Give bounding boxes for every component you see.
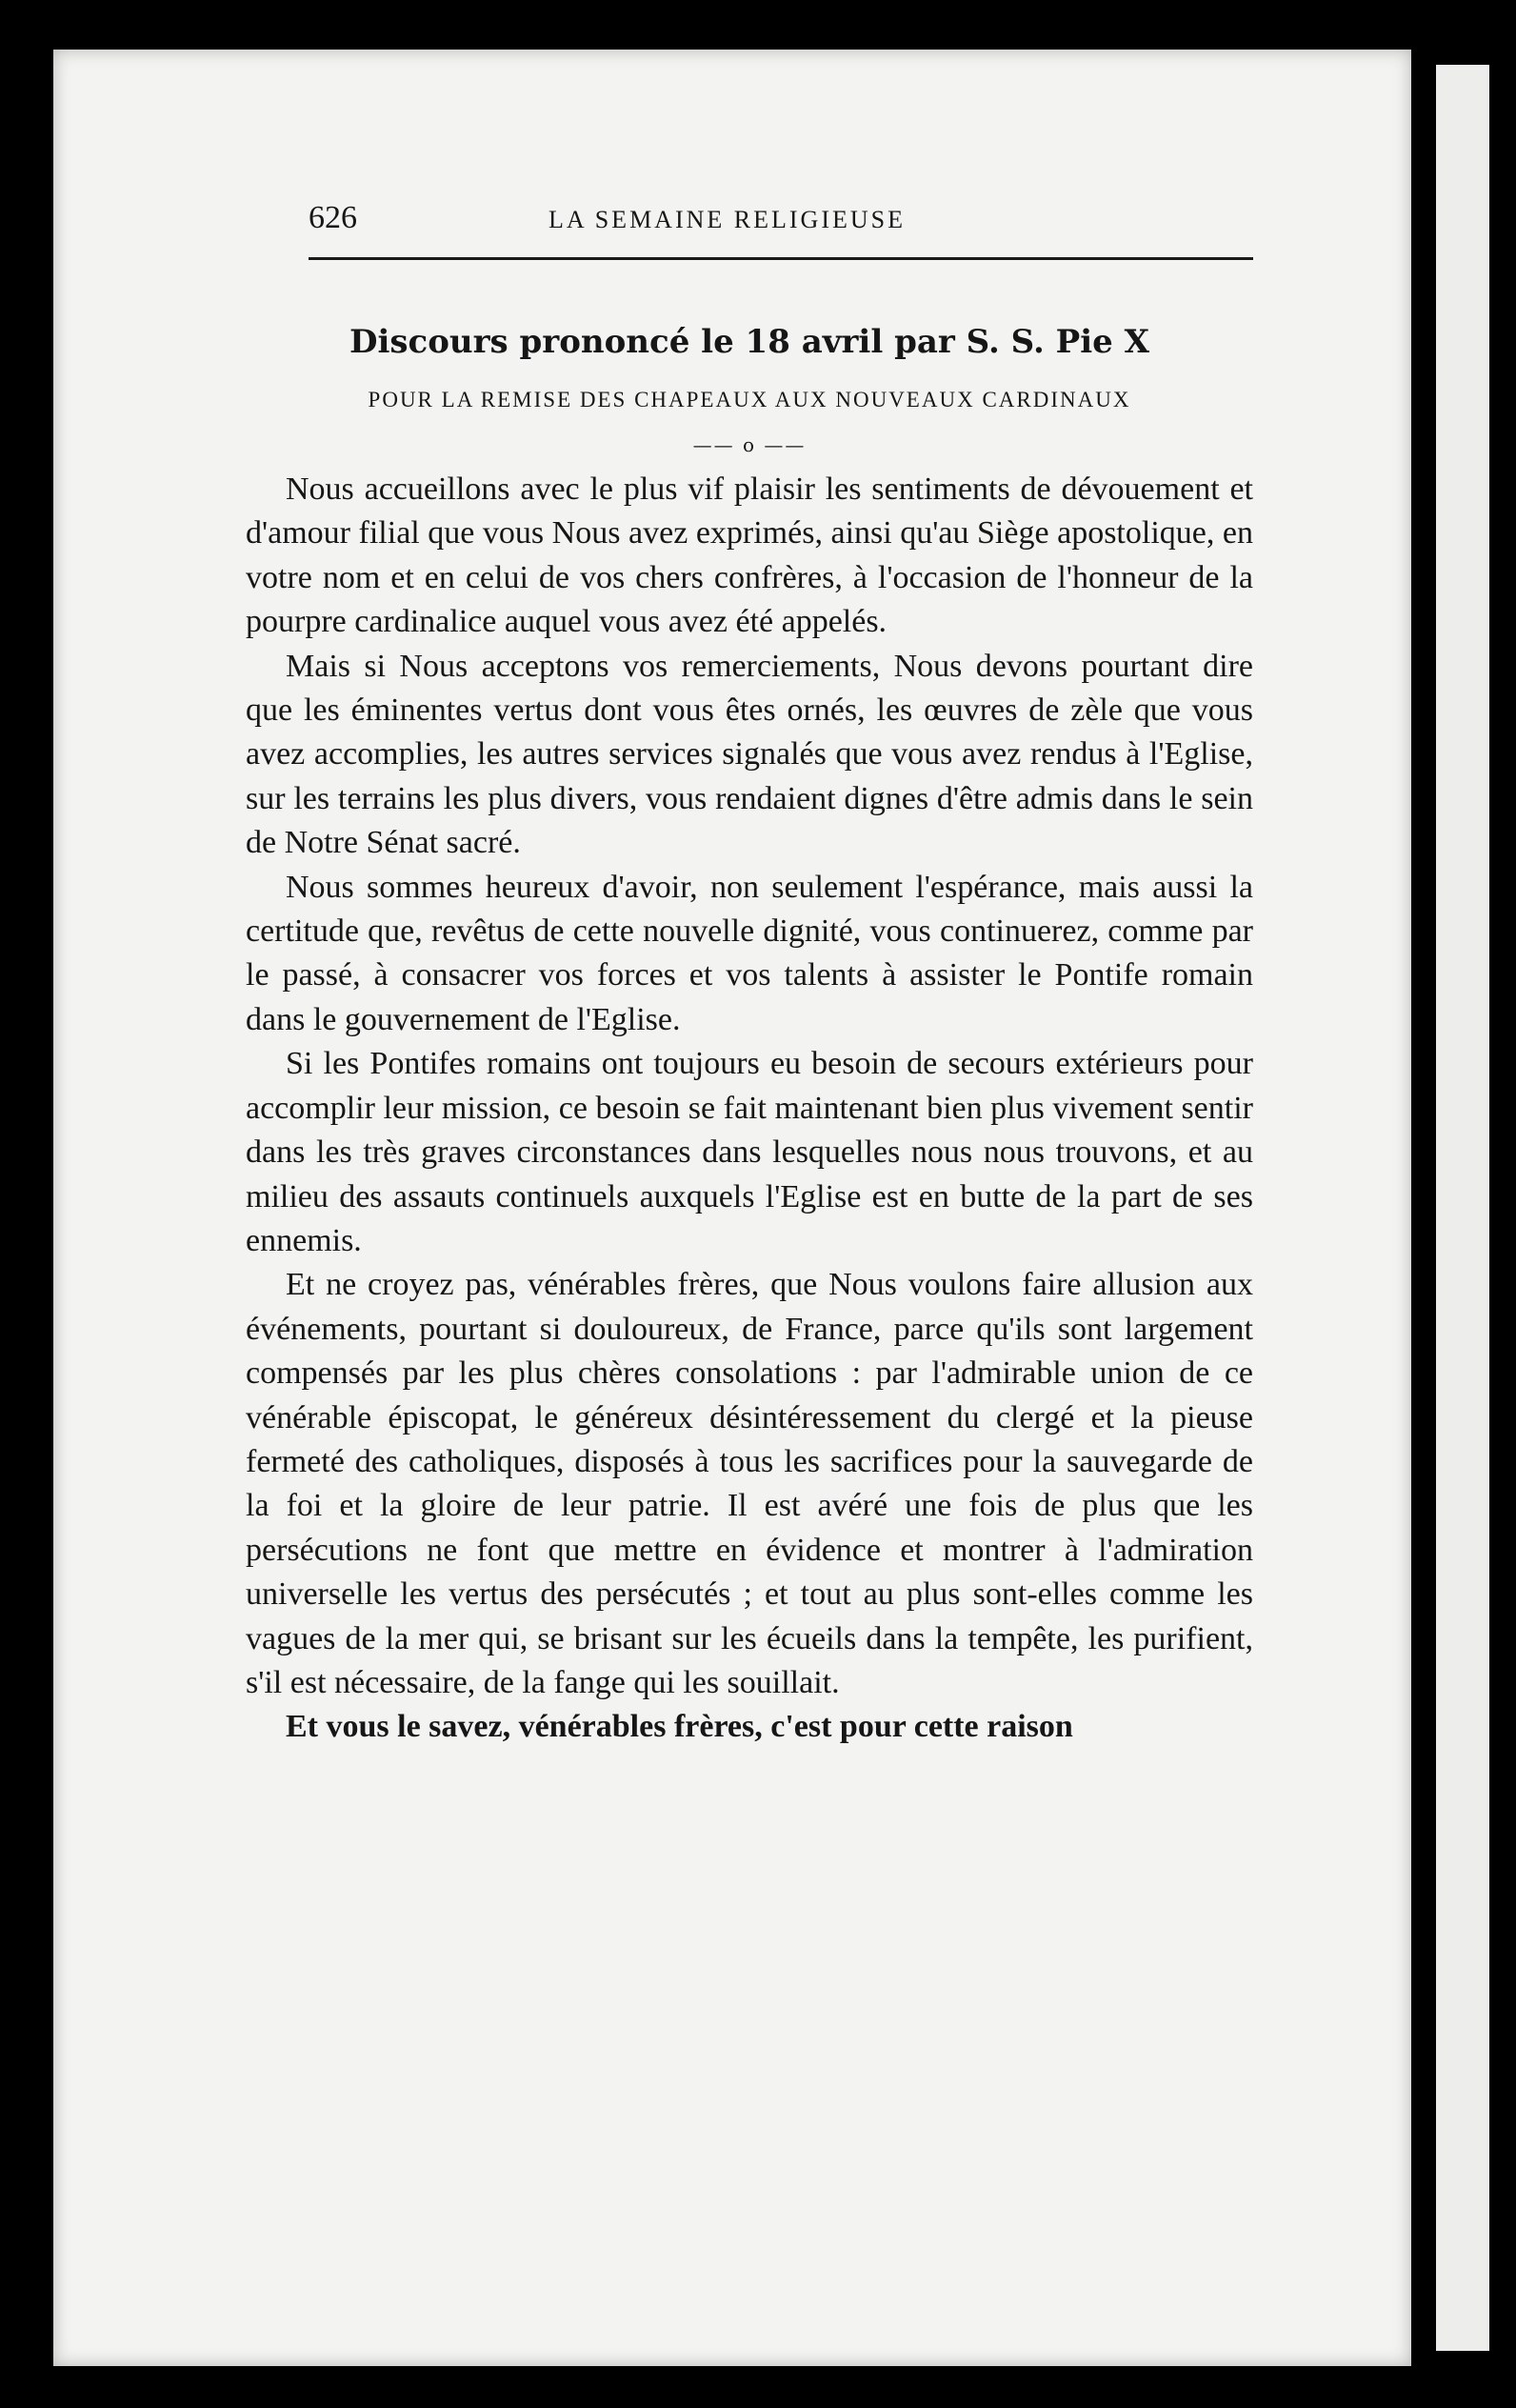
page-header (309, 200, 1253, 260)
paragraph-2: Mais si Nous acceptons vos remerciements, Nous devons pourtant dire que les éminentes vertus dont vous êtes ornés, les œuvres de zèle que vous avez accomplies, les autres services signalés que vous avez rendus à l'Eglise, sur les terrains les plus divers, vous rendaient dignes d'être admis dans le sein de Notre Sénat sacré. (246, 648, 1253, 861)
page-number: 626 (309, 200, 357, 235)
paragraph-5: Et ne croyez pas, vénérables frères, que Nous voulons faire allusion aux événements, pourtant si douloureux, de France, parce qu'ils sont largement compensés par les plus chères consolations : par l'admirable union de ce vénérable épiscopat, le généreux désintéressement du clergé et la pieuse fermeté des catholiques, disposés à tous les sacrifices pour la sauvegarde de la foi et la gloire de leur patrie. Il est avéré une fois de plus que les persécutions ne font que mettre en évidence et montrer à l'admiration universelle les vertus des persécutés ; et tout au plus sont-elles comme les vagues de la mer qui, se brisant sur les écueils dans la tempête, les purifient, s'il est nécessaire, de la fange qui les souillait. (246, 1267, 1253, 1700)
paragraph-3: Nous sommes heureux d'avoir, non seulement l'espérance, mais aussi la certitude que, revêtus de cette nouvelle dignité, vous continuerez, comme par le passé, à consacrer vos forces et vos talents à assister le Pontife romain dans le gouvernement de l'Eglise. (246, 869, 1253, 1037)
section-separator: —— o —— (692, 433, 807, 456)
paragraph-1: Nous accueillons avec le plus vif plaisir les sentiments de dévouement et d'amour filial que vous Nous avez exprimés, ainsi qu'au Siège apostolique, en votre nom et en celui de vos chers confrères, à l'occasion de l'honneur de la pourpre cardinalice auquel vous avez été appelés. (246, 472, 1253, 640)
running-head: LA SEMAINE RELIGIEUSE (549, 206, 906, 233)
article-title: Discours prononcé le 18 avril par S. S. Pie X (349, 323, 1149, 361)
paragraph-6: Et vous le savez, vénérables frères, c'est pour cette raison (286, 1709, 1073, 1745)
article-body (246, 468, 1253, 1750)
paragraph-4: Si les Pontifes romains ont toujours eu besoin de secours extérieurs pour accomplir leur mission, ce besoin se fait maintenant bien plus vivement sentir dans les très graves circonstances dans lesquelles nous nous trouvons, et au milieu des assauts continuels auxquels l'Eglise est en butte de la part de ses ennemis. (246, 1046, 1253, 1258)
page-content (246, 200, 1253, 1750)
adjacent-page-edge (1436, 65, 1489, 2351)
article-subtitle: POUR LA REMISE DES CHAPEAUX AUX NOUVEAUX CARDINAUX (368, 388, 1131, 411)
